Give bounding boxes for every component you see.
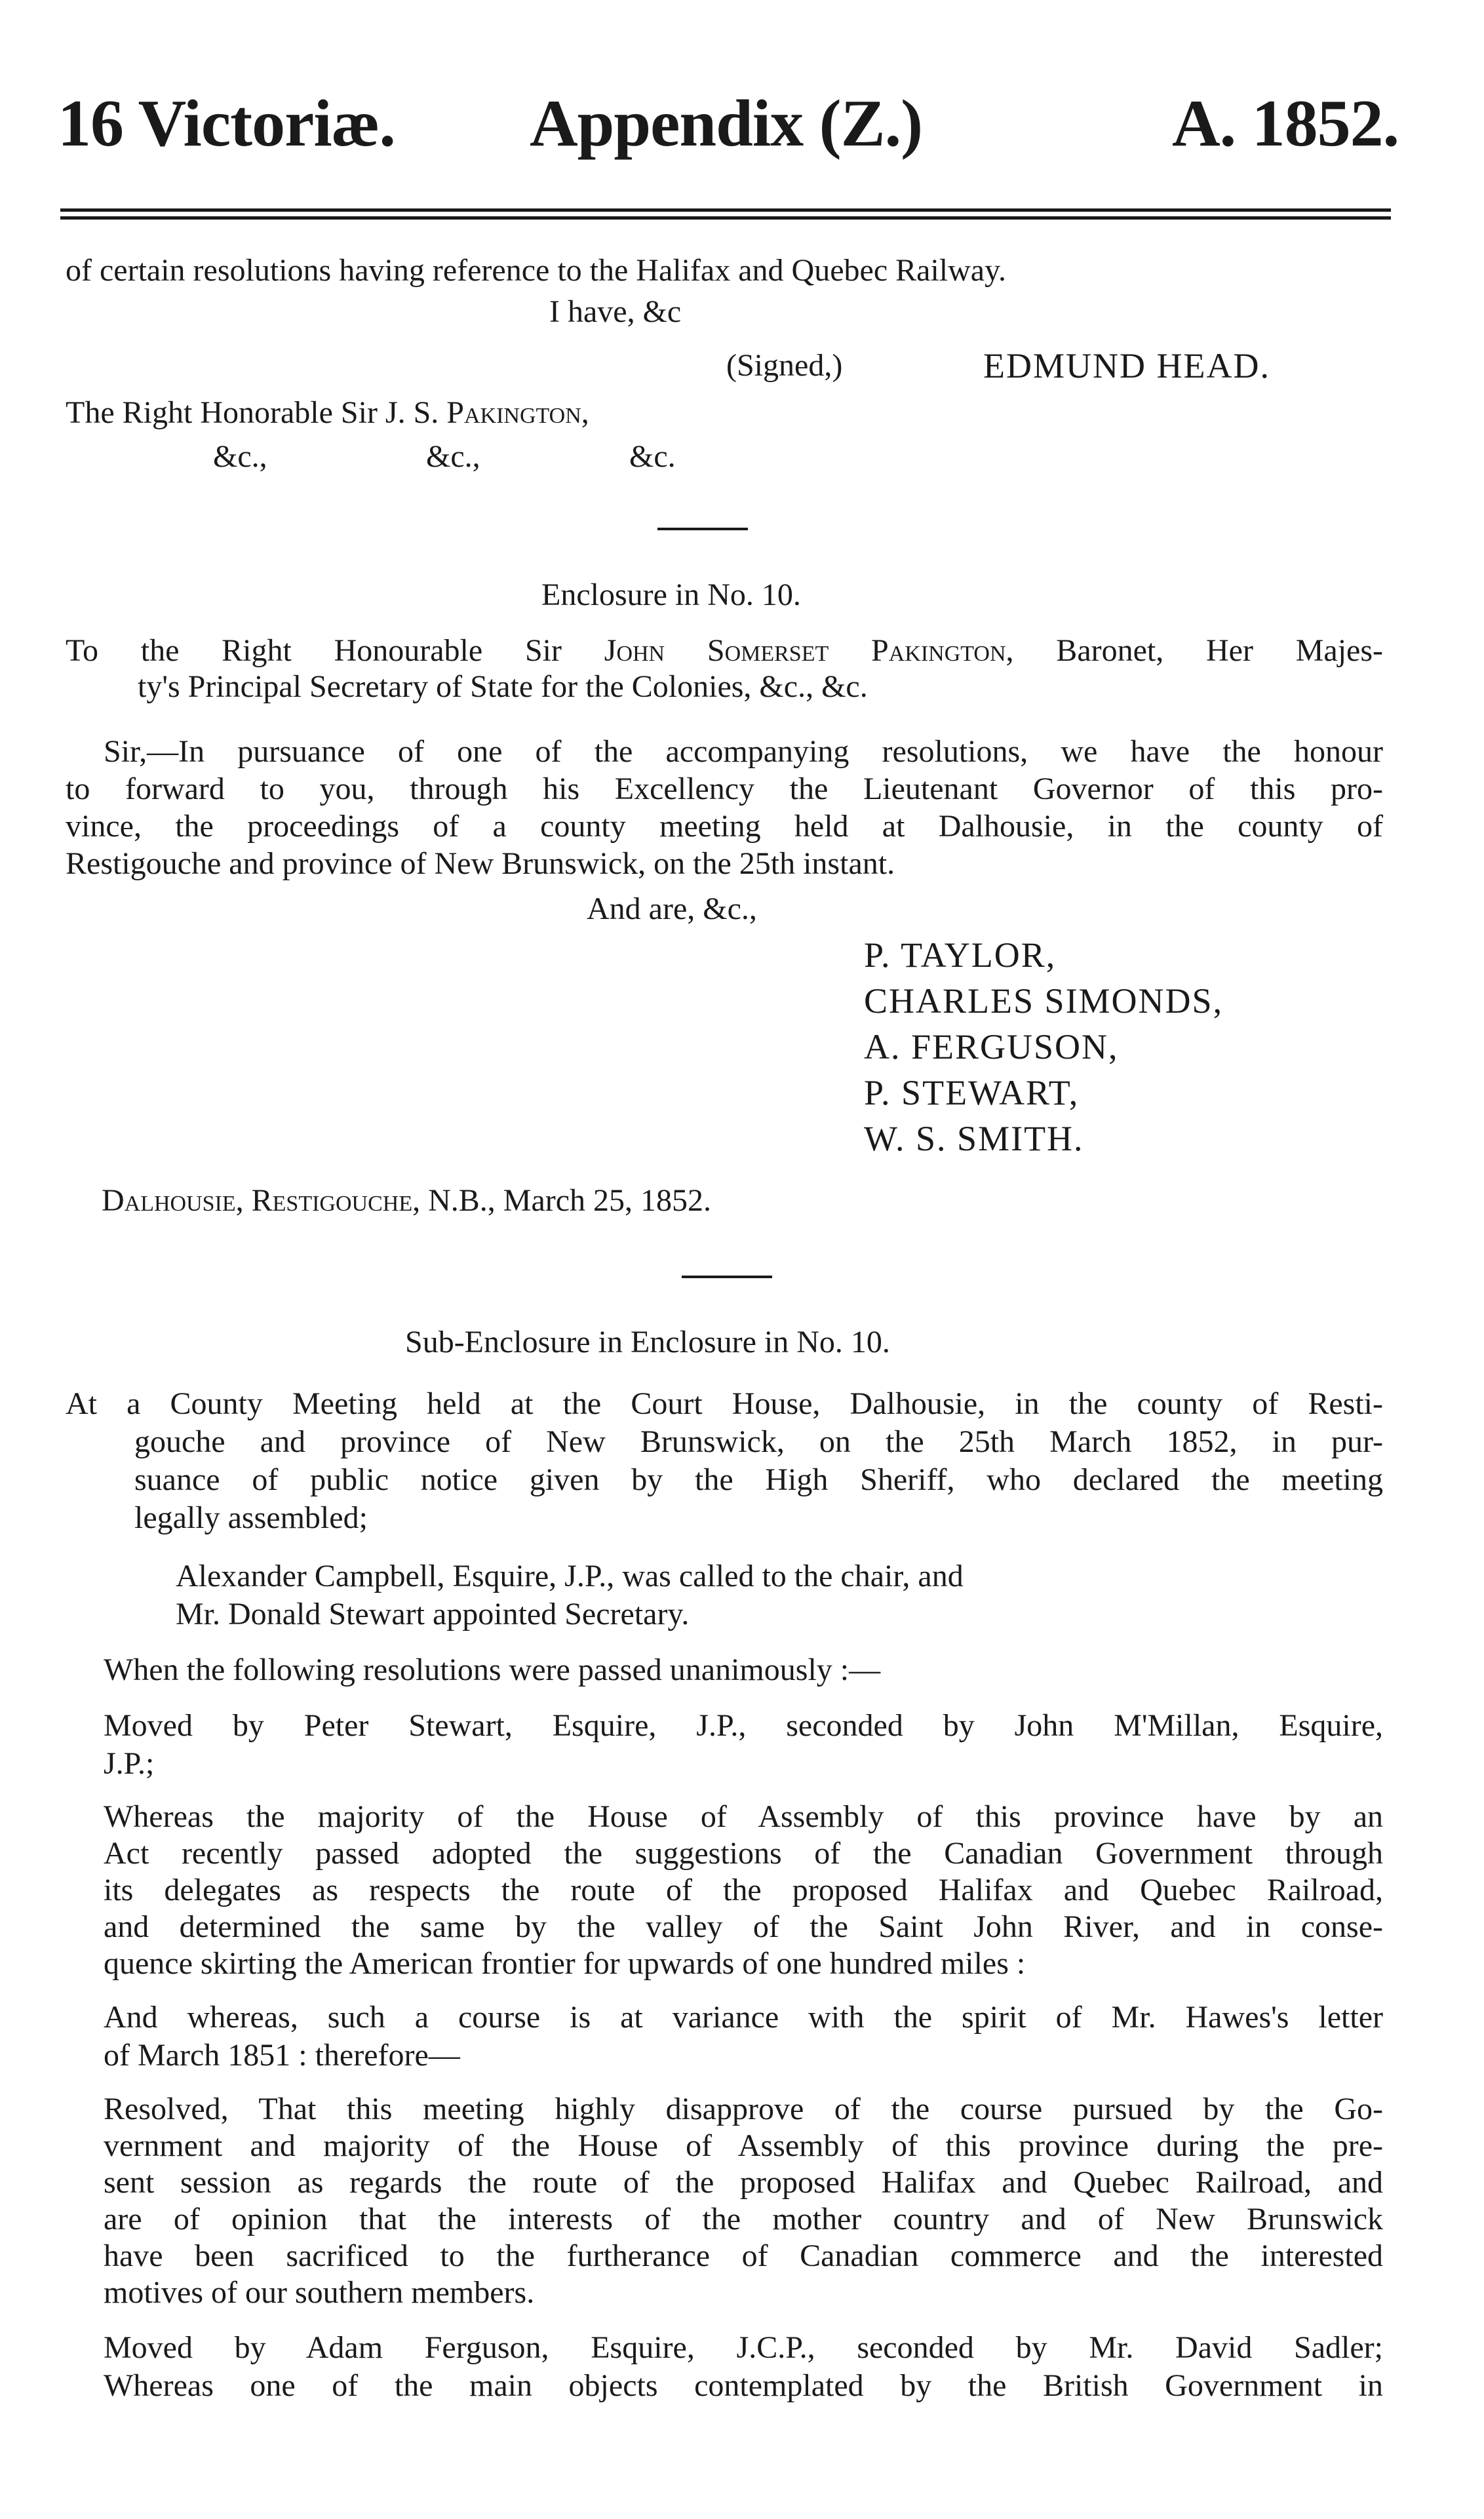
text-line: Restigouche and province of New Brunswick, on the 25th instant. <box>66 846 895 881</box>
and-are: And are, &c., <box>587 891 757 926</box>
section-divider <box>657 528 748 530</box>
to-text-b: Baronet, Her Majes- <box>1056 633 1384 668</box>
text-line: vince, the proceedings of a county meeting held at Dalhousie, in the county of <box>66 809 1383 844</box>
to-name: John Somerset Pakington, <box>604 633 1014 668</box>
header-right: A. 1852. <box>1172 87 1399 161</box>
enclosure-to-line-2: ty's Principal Secretary of State for the Colonies, &c., &c. <box>138 669 868 704</box>
text-line: And whereas, such a course is at variance with the spirit of Mr. Hawes's letter <box>104 2000 1383 2035</box>
text-line: suance of public notice given by the High Sheriff, who declared the meeting <box>134 1462 1383 1497</box>
text-line: Alexander Campbell, Esquire, J.P., was called to the chair, and <box>176 1559 964 1593</box>
place-date <box>102 1181 711 1220</box>
sub-enclosure-title: Sub-Enclosure in Enclosure in No. 10. <box>405 1325 890 1359</box>
signatory: W. S. SMITH. <box>864 1119 1084 1158</box>
header-center: Appendix (Z.) <box>530 87 923 161</box>
text-line: Mr. Donald Stewart appointed Secretary. <box>176 1597 690 1631</box>
signatory: P. TAYLOR, <box>864 935 1057 975</box>
addressee-prefix: The Right Honorable Sir J. S. <box>66 395 439 430</box>
signer-name: EDMUND HEAD. <box>983 346 1270 385</box>
etc-2: &c., <box>426 439 480 474</box>
text-line: to forward to you, through his Excellency the Lieutenant Governor of this pro- <box>66 771 1383 806</box>
text-line: Act recently passed adopted the suggestions of the Canadian Government through <box>104 1836 1383 1871</box>
text-line: are of opinion that the interests of the mother country and of New Brunswick <box>104 2202 1383 2236</box>
text-line: Whereas one of the main objects contemplated by the British Government in <box>104 2368 1383 2403</box>
text-line: When the following resolutions were passed unanimously :— <box>104 1652 881 1687</box>
etc-1: &c., <box>213 439 267 474</box>
text-line: and determined the same by the valley of the Saint John River, and in conse- <box>104 1909 1383 1944</box>
text-line: Resolved, That this meeting highly disapprove of the course pursued by the Go- <box>104 2092 1383 2126</box>
text-line: quence skirting the American frontier for upwards of one hundred miles : <box>104 1946 1026 1981</box>
addressee-name: Pakington, <box>446 395 589 430</box>
header-rule-bottom <box>60 216 1391 220</box>
header-rule-top <box>60 208 1391 212</box>
signatory: P. STEWART, <box>864 1073 1080 1112</box>
text-line: motives of our southern members. <box>104 2275 535 2310</box>
place: Dalhousie, Restigouche, <box>102 1183 421 1218</box>
enclosure-title: Enclosure in No. 10. <box>541 577 801 612</box>
text-line: At a County Meeting held at the Court House, Dalhousie, in the county of Resti- <box>66 1386 1383 1421</box>
etc-3: &c. <box>629 439 676 474</box>
text-line: vernment and majority of the House of Assembly of this province during the pre- <box>104 2128 1383 2163</box>
text-line: Moved by Peter Stewart, Esquire, J.P., seconded by John M'Millan, Esquire, <box>104 1708 1383 1743</box>
text-line: sent session as regards the route of the proposed Halifax and Quebec Railroad, and <box>104 2165 1383 2200</box>
text-line: its delegates as respects the route of the proposed Halifax and Quebec Railroad, <box>104 1873 1383 1907</box>
text-line: of certain resolutions having reference to the Halifax and Quebec Railway. <box>66 253 1006 288</box>
date: N.B., March 25, 1852. <box>428 1183 712 1218</box>
signatory: A. FERGUSON, <box>864 1027 1119 1066</box>
signatory: CHARLES SIMONDS, <box>864 981 1224 1021</box>
text-line: have been sacrificed to the furtherance of Canadian commerce and the interested <box>104 2238 1383 2273</box>
enclosure-to-line-1 <box>66 631 1383 671</box>
header-left: 16 Victoriæ. <box>58 87 395 161</box>
text-line: of March 1851 : therefore— <box>104 2038 460 2073</box>
signed-label: (Signed,) <box>726 348 843 383</box>
closing-i-have: I have, &c <box>549 294 682 329</box>
addressee-line <box>66 393 589 433</box>
text-line: Sir,—In pursuance of one of the accompanying resolutions, we have the honour <box>104 734 1383 769</box>
to-text-a: To the Right Honourable Sir <box>66 633 562 668</box>
text-line: J.P.; <box>104 1746 155 1781</box>
text-line: legally assembled; <box>134 1500 368 1535</box>
text-line: Whereas the majority of the House of Assembly of this province have by an <box>104 1799 1383 1834</box>
text-line: Moved by Adam Ferguson, Esquire, J.C.P., seconded by Mr. David Sadler; <box>104 2330 1383 2365</box>
text-line: gouche and province of New Brunswick, on the 25th March 1852, in pur- <box>134 1424 1383 1459</box>
section-divider <box>682 1276 772 1278</box>
